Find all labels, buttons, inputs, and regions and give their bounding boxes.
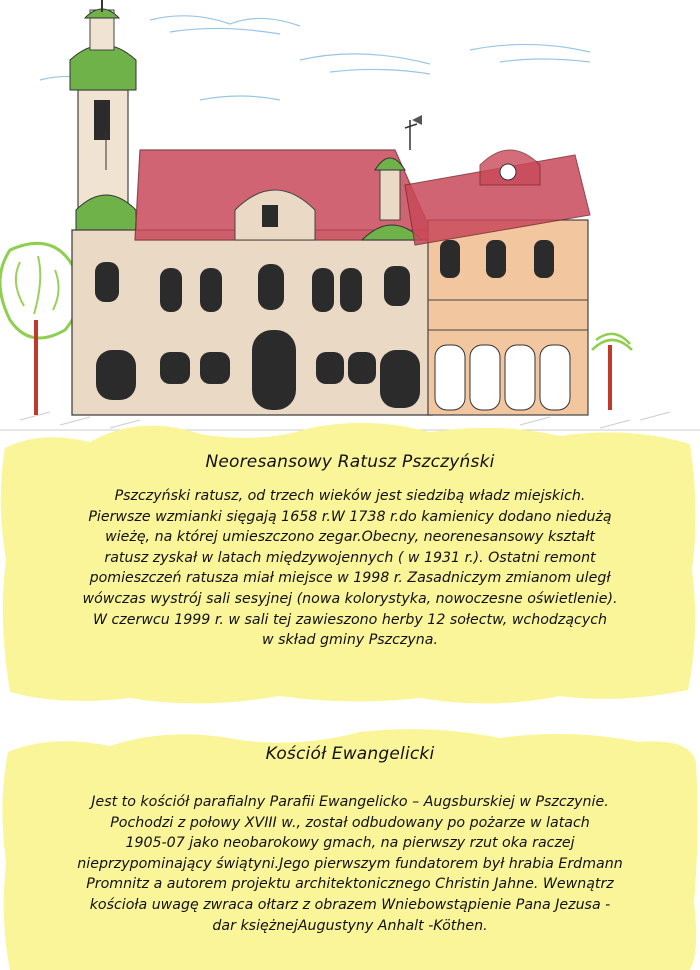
tree-icon: [0, 243, 81, 415]
text-line: wówczas wystrój sali sesyjnej (nowa kolorystyka, nowoczesne oświetlenie).: [82, 590, 618, 607]
text-line: Pszczyński ratusz, od trzech wieków jest siedzibą władz miejskich.: [114, 488, 586, 504]
section-body: [0, 486, 700, 651]
text-line: Pochodzi z połowy XVIII w., został odbudowany po pożarze w latach: [110, 814, 590, 831]
tree-icon: [592, 334, 632, 410]
section-body: [0, 792, 700, 936]
text-line: 1905-07 jako neobarokowy gmach, na pierwszy rzut oka raczej: [125, 835, 575, 852]
text-line: wieżę, na której umieszczono zegar.Obecny, neorenesansowy kształt: [105, 529, 595, 546]
town-hall-drawing: [0, 0, 700, 450]
text-line: pomieszczeń ratusza miał miejsce w 1998 r. Zasadniczym zmianom uległ: [89, 570, 611, 587]
text-line: Pierwsze wzmianki sięgają 1658 r.W 1738 r.do kamienicy dodano niedużą: [88, 508, 612, 525]
text-line: kościoła uwagę zwraca ołtarz z obrazem Wniebowstąpienie Pana Jezusa -: [89, 896, 611, 913]
section-title: Neoresansowy Ratusz Pszczyński: [205, 452, 495, 472]
text-line: w skład gminy Pszczyna.: [262, 632, 438, 649]
text-line: nieprzypominający świątyni.Jego pierwszym fundatorem był hrabia Erdmann: [77, 855, 623, 872]
text-line: Promnitz a autorem projektu architektonicznego Christin Jahne. Wewnątrz: [86, 876, 614, 893]
text-line: dar księżnejAugustyny Anhalt -Köthen.: [212, 917, 488, 934]
text-line: Jest to kościół parafialny Parafii Ewangelicko – Augsburskiej w Pszczynie.: [91, 794, 609, 810]
text-line: W czerwcu 1999 r. w sali tej zawieszono herby 12 sołectw, wchodzących: [92, 611, 608, 628]
section-title: Kościół Ewangelicki: [265, 744, 435, 764]
text-line: ratusz zyskał w latach międzywojennych ( w 1931 r.). Ostatni remont: [104, 549, 596, 566]
